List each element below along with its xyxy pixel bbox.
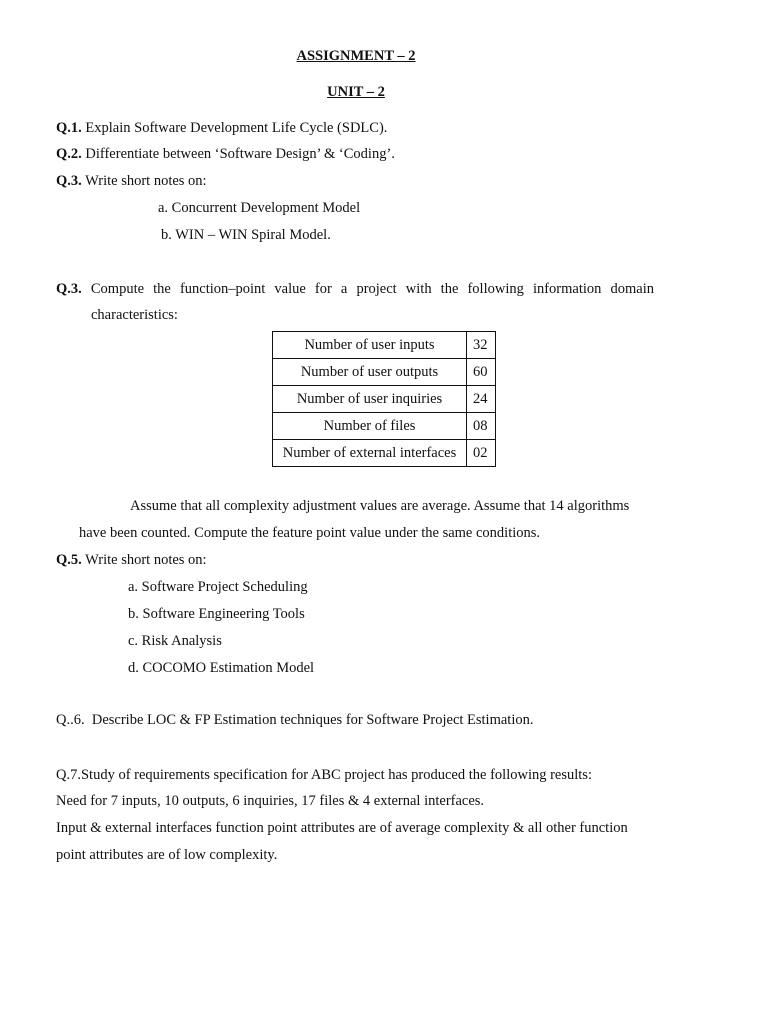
unit-heading: UNIT – 2 (327, 84, 385, 100)
question-7-line-2: Need for 7 inputs, 10 outputs, 6 inquiries, 17 files & 4 external interfaces. (56, 793, 485, 809)
question-3a-item-b: b. WIN – WIN Spiral Model. (161, 227, 331, 243)
question-5-item-d: d. COCOMO Estimation Model (128, 660, 315, 676)
table-cell-label: Number of external interfaces (273, 440, 467, 467)
table-row (273, 332, 496, 359)
question-3b-assumption-line-1: Assume that all complexity adjustment values are average. Assume that 14 algorithms (130, 498, 630, 514)
question-3b-assumption-line-2: have been counted. Compute the feature point value under the same conditions. (79, 525, 541, 541)
table-row (273, 413, 496, 440)
question-3a-number: Q.3. (56, 173, 82, 189)
question-3a-text: Write short notes on: (81, 173, 207, 189)
question-1 (56, 119, 387, 137)
question-2 (56, 145, 395, 163)
table-cell-label: Number of files (273, 413, 467, 440)
question-6: Q..6. Describe LOC & FP Estimation techniques for Software Project Estimation. (56, 712, 534, 728)
table-cell-value: 08 (467, 413, 496, 440)
table-cell-value: 02 (467, 440, 496, 467)
question-5-text: Write short notes on: (81, 552, 207, 568)
table-cell-label: Number of user outputs (273, 359, 467, 386)
question-3b-text: Compute the function–point value for a project with the following information domain (90, 281, 654, 297)
question-3b-line-2: characteristics: (91, 307, 178, 323)
question-5-item-a: a. Software Project Scheduling (128, 579, 308, 595)
question-7-line-1: Q.7.Study of requirements specification for ABC project has produced the following results: (56, 767, 592, 783)
table-cell-label: Number of user inputs (273, 332, 467, 359)
question-7-line-3: Input & external interfaces function point attributes are of average complexity & all other function (56, 820, 628, 836)
question-3b-number: Q.3. (56, 281, 82, 297)
information-domain-table (272, 331, 496, 467)
table-row (273, 440, 496, 467)
question-5 (56, 551, 207, 569)
table-cell-value: 24 (467, 386, 496, 413)
question-5-item-c: c. Risk Analysis (128, 633, 222, 649)
question-3a (56, 172, 207, 190)
table-row (273, 359, 496, 386)
question-2-number: Q.2. (56, 146, 82, 162)
table-cell-value: 32 (467, 332, 496, 359)
table-cell-value: 60 (467, 359, 496, 386)
table-cell-label: Number of user inquiries (273, 386, 467, 413)
question-5-number: Q.5. (56, 552, 82, 568)
question-3a-item-a: a. Concurrent Development Model (158, 200, 361, 216)
question-1-text: Explain Software Development Life Cycle (SDLC). (81, 120, 388, 136)
question-7-line-4: point attributes are of low complexity. (56, 847, 278, 863)
question-5-item-b: b. Software Engineering Tools (128, 606, 305, 622)
assignment-title: ASSIGNMENT – 2 (296, 48, 416, 64)
question-1-number: Q.1. (56, 120, 82, 136)
question-3b-line-1 (56, 280, 654, 298)
question-2-text: Differentiate between ‘Software Design’ & ‘Coding’. (81, 146, 395, 162)
table-row (273, 386, 496, 413)
